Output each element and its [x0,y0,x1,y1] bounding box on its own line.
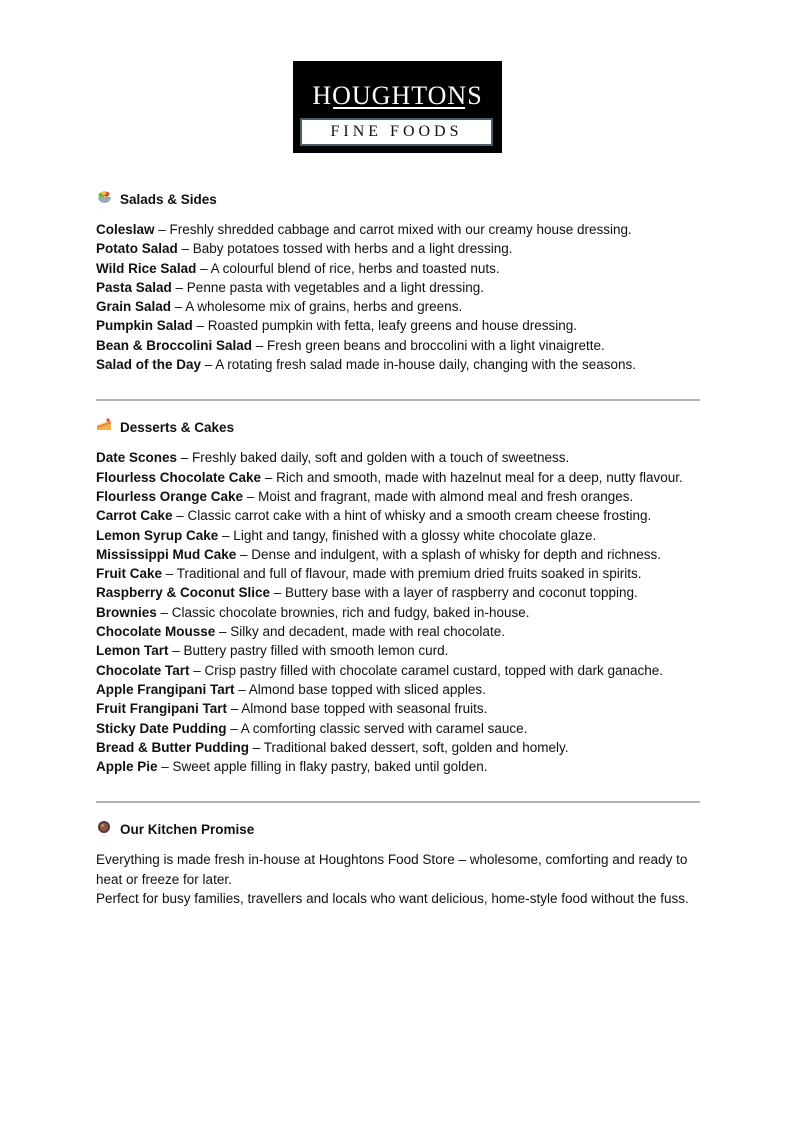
item-name: Apple Pie [96,759,158,775]
menu-item [96,583,700,602]
menu-item [96,526,700,545]
menu-item [96,699,700,718]
menu-item [96,448,700,467]
menu-item [96,468,700,487]
item-name: Lemon Syrup Cake [96,527,219,543]
menu-item [96,355,700,374]
section-divider [96,801,700,803]
menu-item [96,719,700,738]
logo-wordmark [293,70,502,112]
item-name: Pumpkin Salad [96,318,193,334]
menu-item [96,297,700,316]
item-description: – Classic carrot cake with a hint of whisky and a smooth cream cheese frosting. [172,508,652,524]
item-description: – A comforting classic served with caramel sauce. [226,720,528,736]
cake-slice-icon [96,418,112,438]
item-description: – Light and tangy, finished with a glossy white chocolate glaze. [218,527,597,543]
item-name: Carrot Cake [96,508,173,524]
item-description: – Buttery base with a layer of raspberry and coconut topping. [270,585,638,601]
item-description: – Freshly shredded cabbage and carrot mixed with our creamy house dressing. [154,222,632,237]
section-title [96,190,700,210]
promise-paragraph: Perfect for busy families, travellers and locals who want delicious, home-style food without the fuss. [96,891,689,907]
salad-bowl-icon [96,190,112,210]
item-name: Fruit Frangipani Tart [96,701,227,717]
item-description: – Moist and fragrant, made with almond meal and fresh oranges. [243,488,634,504]
item-name: Mississippi Mud Cake [96,546,237,562]
houghtons-logo [293,61,502,153]
menu-item [96,738,700,757]
item-description: – Penne pasta with vegetables and a light dressing. [171,279,485,295]
menu-item [96,336,700,355]
item-description: – A rotating fresh salad made in-house daily, changing with the seasons. [201,357,637,373]
item-description: – Dense and indulgent, with a splash of whisky for depth and richness. [236,546,662,562]
menu-item [96,545,700,564]
logo-name-bottom: FINE FOODS [300,118,493,146]
item-name: Pasta Salad [96,279,172,295]
item-name: Potato Salad [96,241,178,257]
logo-name-top: HOUGHTONS [312,81,483,110]
menu-item [96,564,700,583]
item-name: Fruit Cake [96,566,163,582]
section-title-text: Desserts & Cakes [120,420,235,436]
item-description: – Classic chocolate brownies, rich and fudgy, baked in-house. [156,604,530,620]
menu-item [96,278,700,297]
section-divider [96,399,700,401]
section-title [96,418,700,438]
item-description: – Baby potatoes tossed with herbs and a light dressing. [177,241,513,257]
item-description: – Freshly baked daily, soft and golden with a touch of sweetness. [177,450,570,466]
item-name: Raspberry & Coconut Slice [96,585,271,601]
section-title-text: Our Kitchen Promise [120,822,255,838]
item-description: – Almond base topped with sliced apples. [234,681,486,697]
item-description: – Traditional and full of flavour, made with premium dried fruits soaked in spirits. [162,566,642,582]
item-name: Wild Rice Salad [96,260,197,276]
menu-item [96,506,700,525]
section-title [96,820,700,840]
menu-item [96,259,700,278]
item-name: Sticky Date Pudding [96,720,227,736]
item-description: – Traditional baked dessert, soft, golden and homely. [249,739,569,755]
item-name: Brownies [96,604,157,620]
item-description: – Silky and decadent, made with real chocolate. [215,624,505,640]
item-name: Chocolate Tart [96,662,190,678]
menu-item [96,641,700,660]
menu-item [96,622,700,641]
menu-content [96,190,700,908]
item-name: Lemon Tart [96,643,169,659]
item-name: Bread & Butter Pudding [96,739,250,755]
item-description: – Rich and smooth, made with hazelnut meal for a deep, nutty flavour. [261,469,683,485]
item-name: Grain Salad [96,299,172,315]
item-name: Chocolate Mousse [96,624,216,640]
item-description: – Crisp pastry filled with chocolate caramel custard, topped with dark ganache. [189,662,664,678]
item-name: Bean & Broccolini Salad [96,337,253,353]
item-description: – Buttery pastry filled with smooth lemon curd. [168,643,449,659]
menu-item [96,661,700,680]
menu-item [96,220,700,239]
item-name: Apple Frangipani Tart [96,681,235,697]
item-description: – Fresh green beans and broccolini with a light vinaigrette. [252,337,605,353]
menu-item [96,603,700,622]
hot-drink-icon [96,820,112,840]
item-name: Flourless Orange Cake [96,488,244,504]
section-salads-sides [96,190,700,374]
item-description: – A wholesome mix of grains, herbs and greens. [171,299,463,315]
promise-paragraph: Everything is made fresh in-house at Houghtons Food Store – wholesome, comforting and ready to heat or freeze for later. [96,852,688,887]
item-name: Date Scones [96,450,178,466]
item-description: – Sweet apple filling in flaky pastry, baked until golden. [157,759,488,775]
item-description: – Almond base topped with seasonal fruits. [227,701,488,717]
section-kitchen-promise [96,820,700,908]
menu-item [96,487,700,506]
menu-item [96,757,700,776]
item-description: – A colourful blend of rice, herbs and toasted nuts. [196,260,500,276]
menu-item [96,680,700,699]
item-name: Salad of the Day [96,357,202,373]
item-description: – Roasted pumpkin with fetta, leafy greens and house dressing. [192,318,578,334]
section-title-text: Salads & Sides [120,192,217,207]
menu-item [96,239,700,258]
item-name: Coleslaw [96,222,155,237]
item-name: Flourless Chocolate Cake [96,469,262,485]
section-desserts-cakes [96,418,700,776]
menu-item [96,316,700,335]
